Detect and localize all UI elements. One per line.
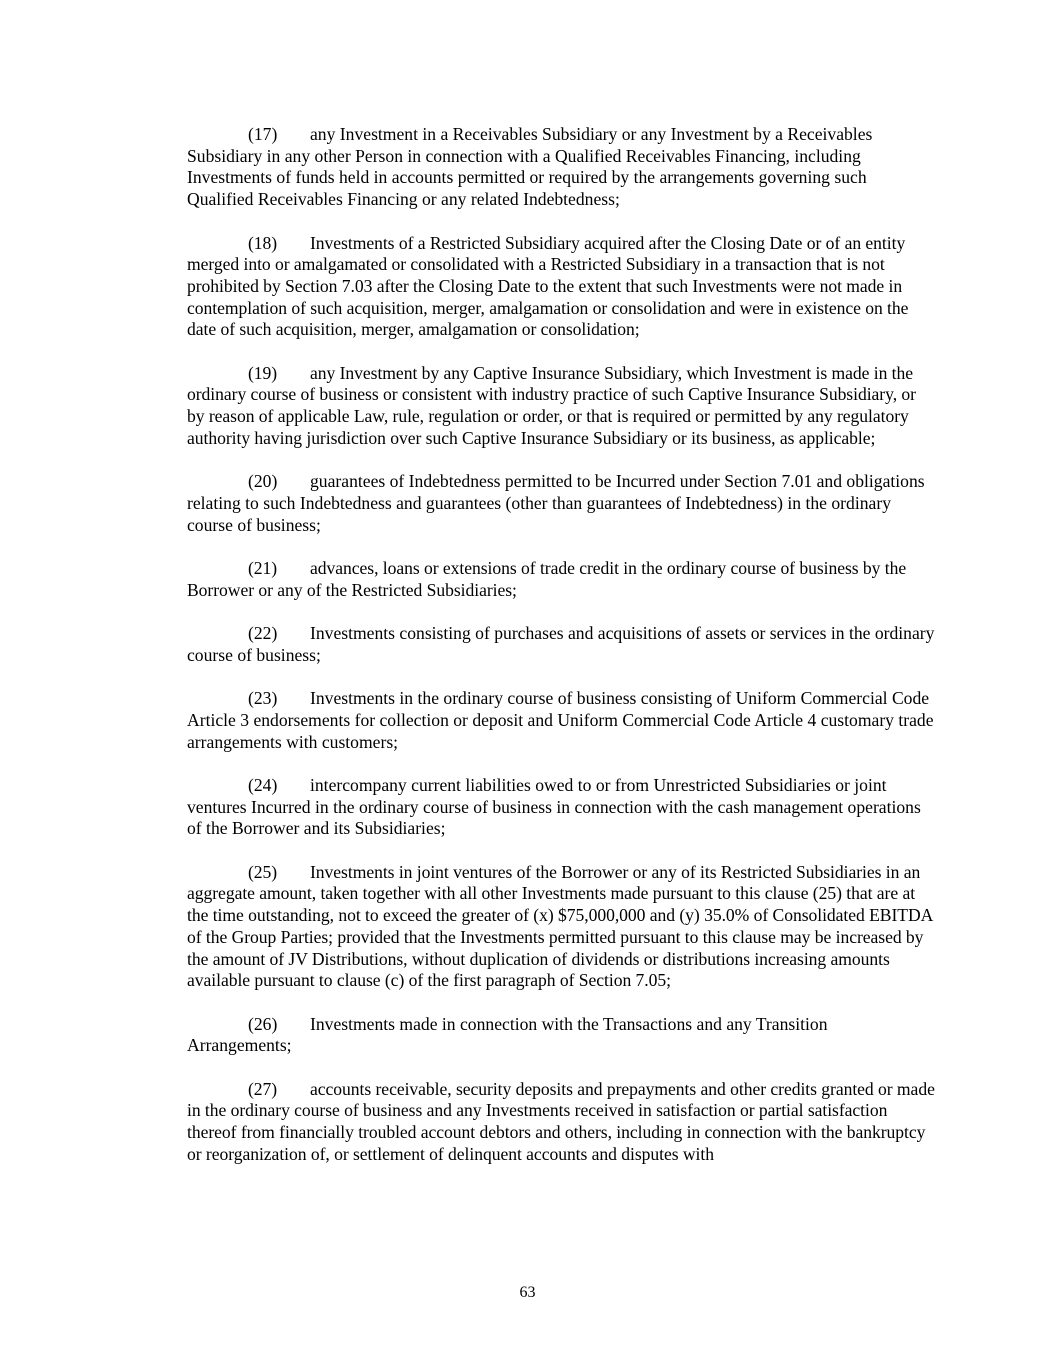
- clause-text: Investments in joint ventures of the Borrower or any of its Restricted Subsidiaries in an aggregate amount, taken together with all other Investments made pursuant to this clause (25) that are at the time outstanding, not to exceed the greater of (x) $75,000,000 and (y) 35.0% of Consolidated EBITDA of the Group Parties; provided that the Investments permitted pursuant to this clause may be increased by the amount of JV Distributions, without duplication of dividends or distributions increasing amounts available pursuant to clause (c) of the first paragraph of Section 7.05;: [187, 861, 933, 991]
- clause-text: any Investment in a Receivables Subsidiary or any Investment by a Receivables Subsidiary in any other Person in connection with a Qualified Receivables Financing, including Investments of funds held in accounts permitted or required by the arrangements governing such Qualified Receivables Financing or any related Indebtedness;: [187, 124, 873, 210]
- clause-number: (20): [248, 471, 278, 492]
- clause-number: (18): [248, 232, 278, 253]
- clause-text: Investments of a Restricted Subsidiary acquired after the Closing Date or of an entity merged into or amalgamated or consolidated with a Restricted Subsidiary in a transaction that is not prohibited by Section 7.03 after the Closing Date to the extent that such Investments were not made in contemplation of such acquisition, merger, amalgamation or consolidation and were in existence on the date of such acquisition, merger, amalgamation or consolidation;: [187, 232, 909, 340]
- clause-19: [187, 363, 935, 450]
- clause-24: [187, 775, 935, 840]
- clause-text: guarantees of Indebtedness permitted to be Incurred under Section 7.01 and obligations relating to such Indebtedness and guarantees (other than guarantees of Indebtedness) in the ordinary course of business;: [187, 471, 925, 535]
- clause-20: [187, 471, 935, 536]
- page-number: 63: [519, 1284, 536, 1301]
- clause-26: [187, 1014, 935, 1057]
- clause-23: [187, 688, 935, 753]
- clause-22: [187, 623, 935, 666]
- clause-number: (19): [248, 362, 278, 383]
- clause-text: advances, loans or extensions of trade credit in the ordinary course of business by the Borrower or any of the Restricted Subsidiaries;: [187, 558, 907, 600]
- clause-number: (23): [248, 688, 278, 709]
- clause-27: [187, 1079, 935, 1166]
- clause-number: (22): [248, 623, 278, 644]
- clause-text: accounts receivable, security deposits and prepayments and other credits granted or made in the ordinary course of business and any Investments received in satisfaction or partial satisfaction thereof from financially troubled account debtors and others, including in connection with the bankruptcy or reorganization of, or settlement of delinquent accounts and disputes with: [187, 1078, 935, 1164]
- clause-number: (27): [248, 1078, 278, 1099]
- clause-21: [187, 558, 935, 601]
- clause-number: (17): [248, 124, 278, 144]
- clause-text: Investments consisting of purchases and acquisitions of assets or services in the ordinary course of business;: [187, 623, 935, 665]
- clause-text: Investments in the ordinary course of business consisting of Uniform Commercial Code Article 3 endorsements for collection or deposit and Uniform Commercial Code Article 4 customary trade arrangements with customers;: [187, 688, 934, 752]
- clause-17: [187, 124, 935, 211]
- clause-number: (24): [248, 774, 278, 795]
- clause-25: [187, 862, 935, 992]
- clause-text: any Investment by any Captive Insurance Subsidiary, which Investment is made in the ordinary course of business or consistent with industry practice of such Captive Insurance Subsidiary, or by reason of applicable Law, rule, regulation or order, or that is required or permitted by any regulatory authority having jurisdiction over such Captive Insurance Subsidiary or its business, as applicable;: [187, 362, 916, 448]
- document-body: [187, 124, 935, 1187]
- clause-number: (25): [248, 861, 278, 882]
- clause-text: Investments made in connection with the Transactions and any Transition Arrangements;: [187, 1013, 828, 1056]
- clause-number: (26): [248, 1013, 278, 1034]
- clause-text: intercompany current liabilities owed to or from Unrestricted Subsidiaries or joint ventures Incurred in the ordinary course of business in connection with the cash management operations of the Borrower and its Subsidiaries;: [187, 774, 921, 839]
- clause-18: [187, 233, 935, 342]
- clause-number: (21): [248, 558, 278, 578]
